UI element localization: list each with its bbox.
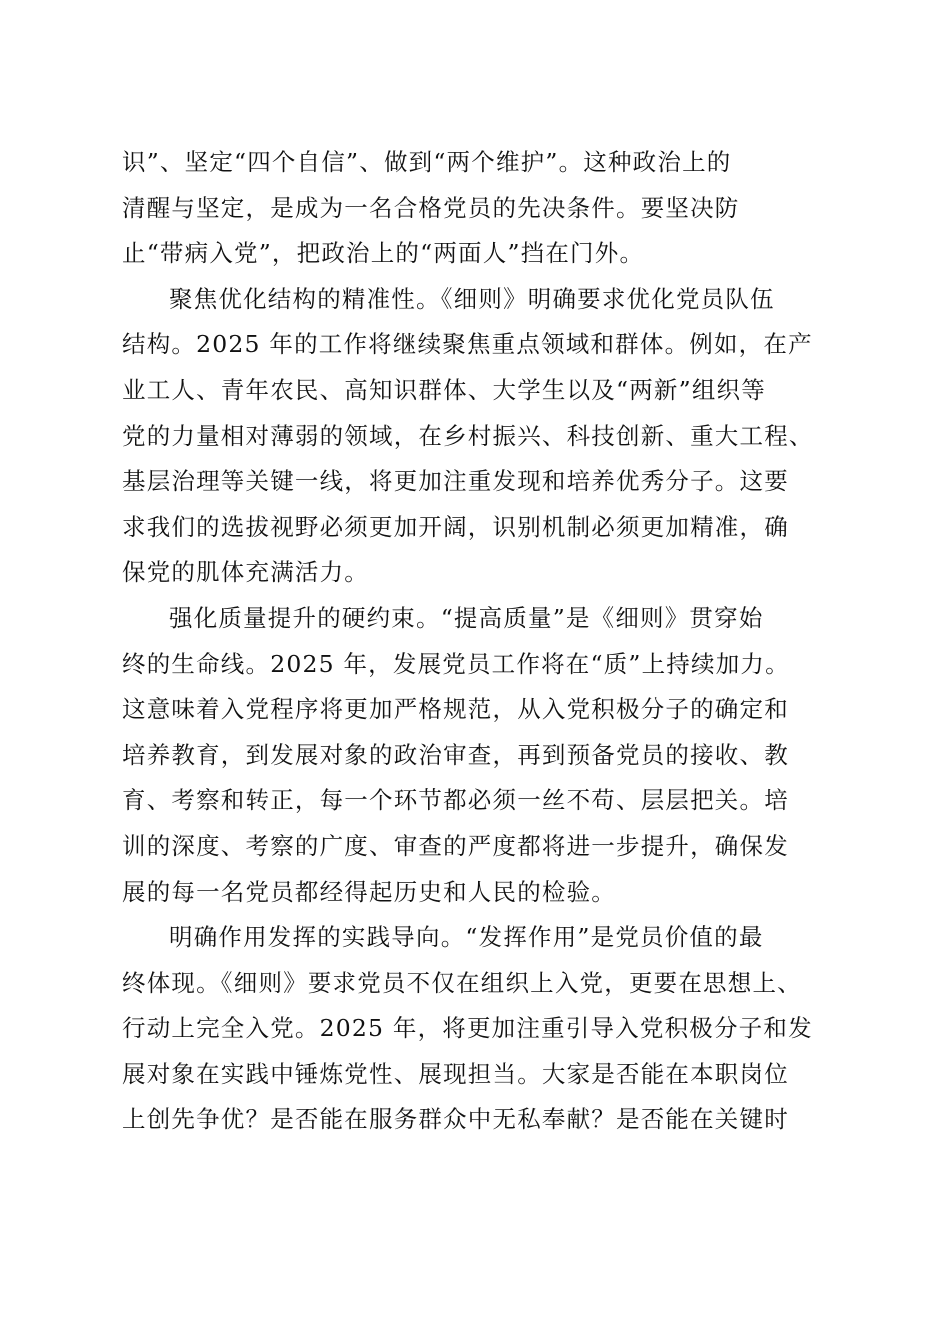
text-line: 基层治理等关键一线，将更加注重发现和培养优秀分子。这要	[122, 467, 789, 496]
text-line: 行动上完全入党。2025 年，将更加注重引导入党积极分子和发	[122, 1014, 813, 1043]
text-line: 业工人、青年农民、高知识群体、大学生以及“两新”组织等	[122, 375, 766, 404]
text-line: 止“带病入党”，把政治上的“两面人”挡在门外。	[122, 239, 645, 268]
text-line: 这意味着入党程序将更加严格规范，从入党积极分子的确定和	[122, 695, 789, 724]
text-line: 党的力量相对薄弱的领域，在乡村振兴、科技创新、重大工程、	[122, 421, 814, 450]
paragraph-heading-line: 强化质量提升的硬约束。“提高质量”是《细则》贯穿始	[169, 603, 764, 632]
text-line: 训的深度、考察的广度、审查的严度都将进一步提升，确保发	[122, 831, 789, 860]
paragraph-heading-line: 明确作用发挥的实践导向。“发挥作用”是党员价值的最	[169, 923, 764, 952]
text-line: 上创先争优？是否能在服务群众中无私奉献？是否能在关键时	[122, 1105, 789, 1134]
text-line: 结构。2025 年的工作将继续聚焦重点领域和群体。例如，在产	[122, 330, 813, 359]
text-line: 终体现。《细则》要求党员不仅在组织上入党，更要在思想上、	[122, 968, 802, 997]
text-line: 保党的肌体充满活力。	[122, 558, 369, 587]
body-text	[122, 140, 832, 1143]
text-line: 识”、坚定“四个自信”、做到“两个维护”。这种政治上的	[122, 148, 732, 176]
text-line: 清醒与坚定，是成为一名合格党员的先决条件。要坚决防	[122, 193, 740, 222]
text-line: 育、考察和转正，每一个环节都必须一丝不苟、层层把关。培	[122, 786, 789, 815]
paragraph-heading-line: 聚焦优化结构的精准性。《细则》明确要求优化党员队伍	[169, 284, 775, 313]
text-line: 展对象在实践中锤炼党性、展现担当。大家是否能在本职岗位	[122, 1059, 789, 1088]
text-line: 求我们的选拔视野必须更加开阔，识别机制必须更加精准，确	[122, 512, 789, 541]
text-line: 培养教育，到发展对象的政治审查，再到预备党员的接收、教	[122, 740, 789, 769]
text-line: 终的生命线。2025 年，发展党员工作将在“质”上持续加力。	[122, 649, 790, 678]
text-line: 展的每一名党员都经得起历史和人民的检验。	[122, 877, 616, 906]
